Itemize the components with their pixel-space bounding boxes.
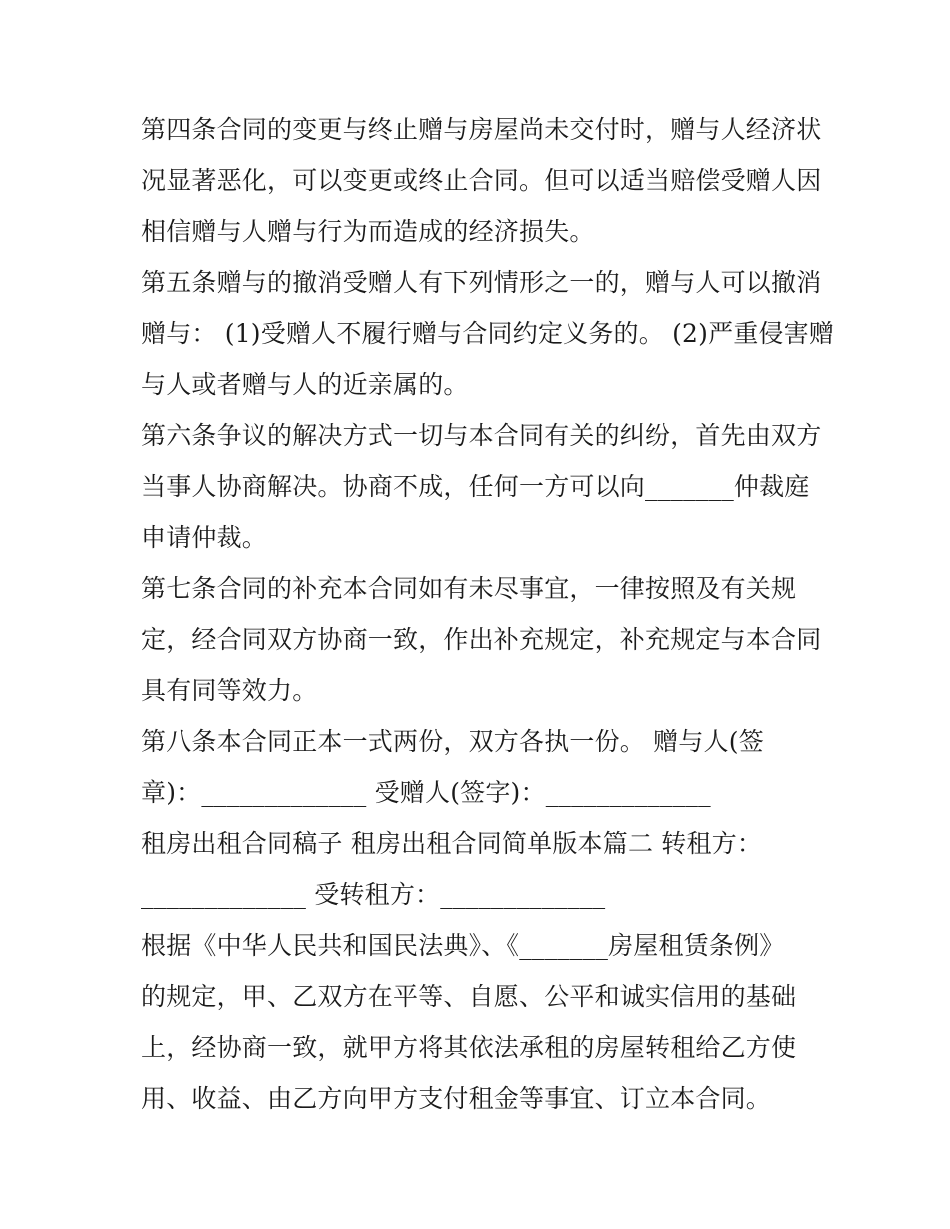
text-line: 赠与： (1)受赠人不履行赠与合同约定义务的。 (2)严重侵害赠 [141,319,835,348]
text-line: 用、收益、由乙方向甲方支付租金等事宜、订立本合同。 [141,1084,772,1113]
text-line: 第四条合同的变更与终止赠与房屋尚未交付时，赠与人经济状 [141,115,822,144]
text-line: 第六条争议的解决方式一切与本合同有关的纠纷，首先由双方 [141,421,822,450]
text-line: 租房出租合同稿子 租房出租合同简单版本篇二 转租方： [141,829,763,858]
text-line: 第五条赠与的撤消受赠人有下列情形之一的，赠与人可以撤消 [141,268,822,297]
text-line: _____________ 受转租方：_____________ [141,880,606,909]
text-line: 与人或者赠与人的近亲属的。 [141,370,469,399]
text-line: 况显著恶化，可以变更或终止合同。但可以适当赔偿受赠人因 [141,166,822,195]
text-line: 定，经合同双方协商一致，作出补充规定，补充规定与本合同 [141,625,822,654]
text-line: 第八条本合同正本一式两份，双方各执一份。 赠与人(签 [141,727,764,756]
text-line: 具有同等效力。 [141,676,318,705]
text-line: 相信赠与人赠与行为而造成的经济损失。 [141,217,595,246]
text-line: 第七条合同的补充本合同如有未尽事宜，一律按照及有关规 [141,574,797,603]
text-line: 的规定，甲、乙双方在平等、自愿、公平和诚实信用的基础 [141,982,797,1011]
text-line: 申请仲裁。 [141,523,268,552]
text-line: 当事人协商解决。协商不成，任何一方可以向_______仲裁庭 [141,472,810,501]
text-line: 章)：_____________ 受赠人(签字)：_____________ [141,778,711,807]
text-line: 上，经协商一致，就甲方将其依法承租的房屋转租给乙方使 [141,1033,797,1062]
text-line: 根据《中华人民共和国民法典》、《_______房屋租赁条例》 [141,931,785,960]
document-body [141,104,835,1124]
